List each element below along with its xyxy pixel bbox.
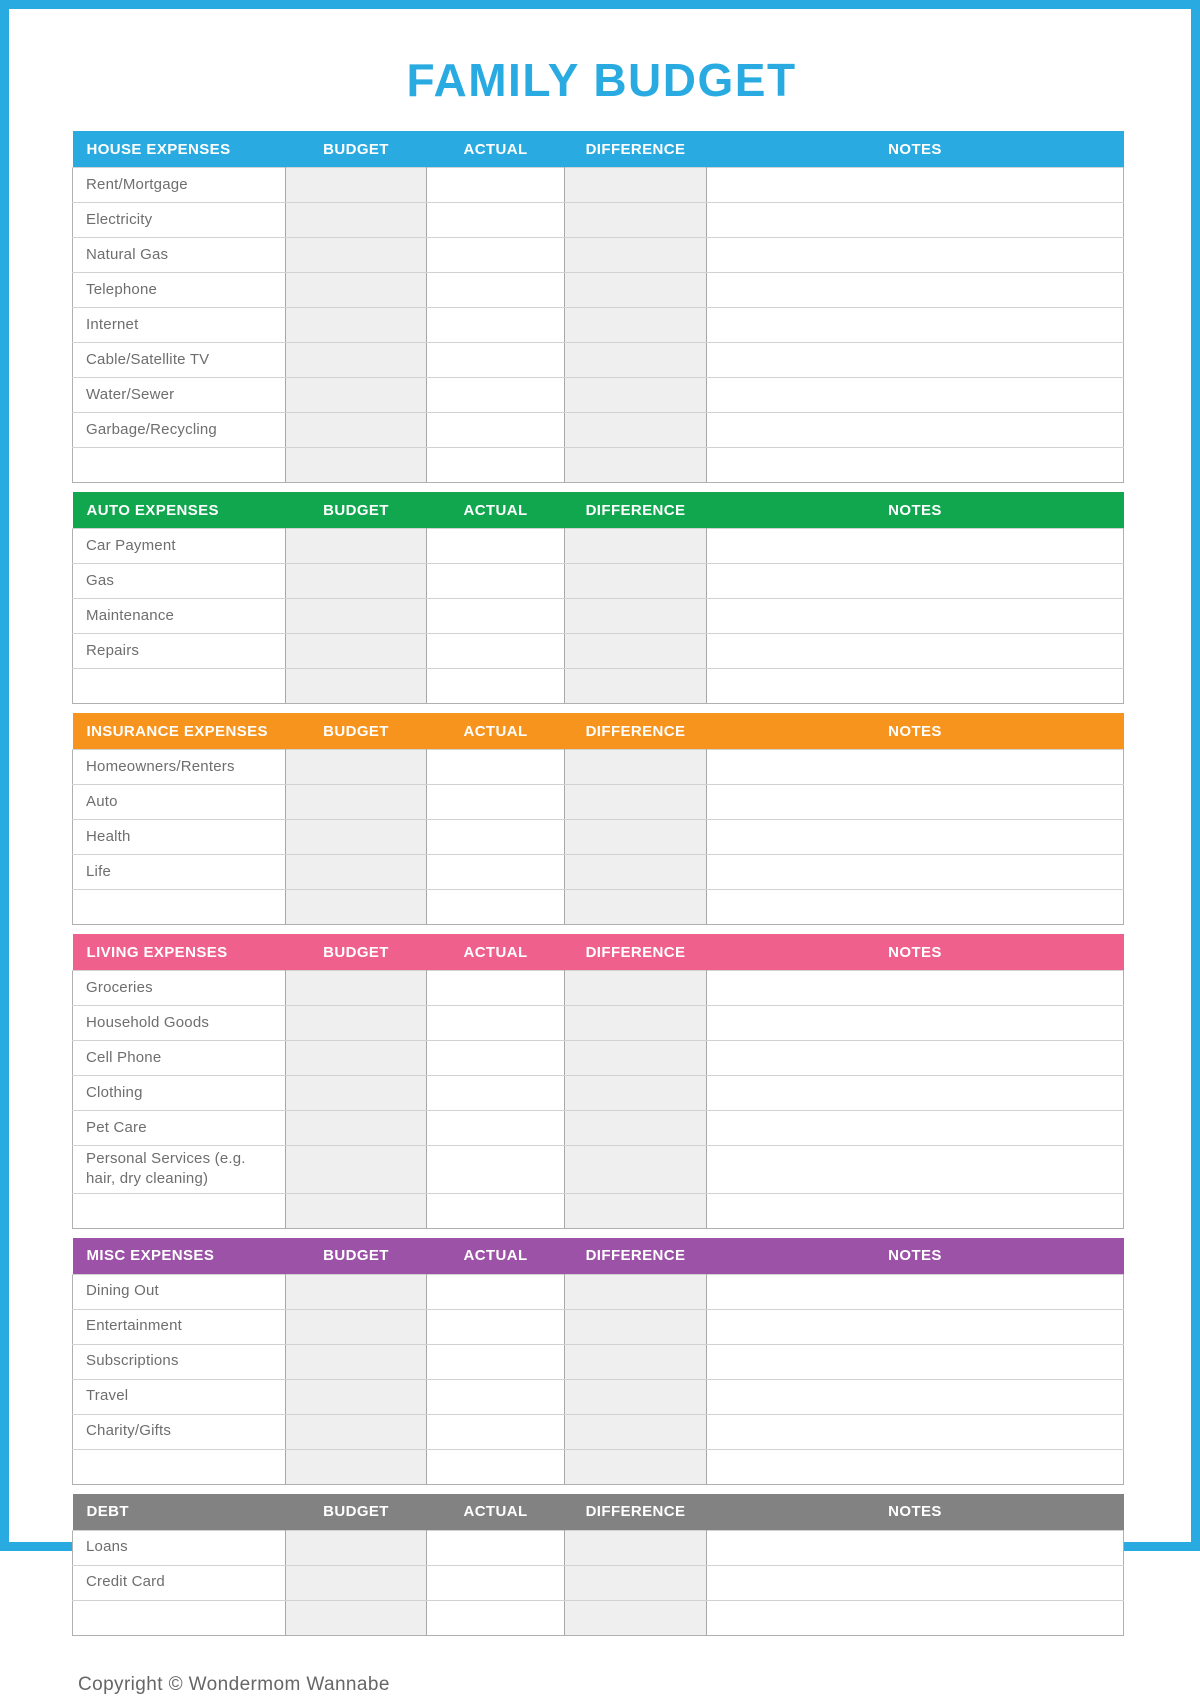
budget-section-table — [72, 713, 1124, 925]
difference-input-cell[interactable] — [565, 971, 707, 1006]
notes-input-cell[interactable] — [707, 820, 1124, 855]
difference-input-cell[interactable] — [565, 599, 707, 634]
notes-input-cell[interactable] — [707, 1414, 1124, 1449]
actual-input-cell[interactable] — [427, 413, 565, 448]
budget-input-cell[interactable] — [286, 1076, 427, 1111]
budget-input-cell[interactable] — [286, 599, 427, 634]
difference-input-cell[interactable] — [565, 855, 707, 890]
actual-input-cell[interactable] — [427, 273, 565, 308]
notes-input-cell[interactable] — [707, 1379, 1124, 1414]
row-label: Entertainment — [73, 1309, 286, 1344]
budget-input-cell[interactable] — [286, 343, 427, 378]
notes-input-cell[interactable] — [707, 785, 1124, 820]
column-header-notes: NOTES — [888, 1503, 942, 1520]
row-label: Health — [73, 820, 286, 855]
difference-input-cell[interactable] — [565, 785, 707, 820]
budget-input-cell[interactable] — [286, 1600, 427, 1635]
difference-input-cell[interactable] — [565, 1379, 707, 1414]
notes-input-cell[interactable] — [707, 1041, 1124, 1076]
table-row — [73, 1565, 1124, 1600]
copyright-text: Copyright © Wondermom Wannabe — [78, 1673, 390, 1695]
notes-input-cell[interactable] — [707, 1449, 1124, 1484]
notes-input-cell[interactable] — [707, 1565, 1124, 1600]
row-label: Travel — [73, 1379, 286, 1414]
difference-input-cell[interactable] — [565, 343, 707, 378]
budget-page — [9, 9, 1191, 1696]
actual-input-cell[interactable] — [427, 529, 565, 564]
column-header-budget: BUDGET — [323, 501, 389, 519]
section-header-row — [73, 1494, 1124, 1531]
column-header-difference: DIFFERENCE — [585, 722, 686, 740]
budget-input-cell[interactable] — [286, 750, 427, 785]
table-row — [73, 890, 1124, 925]
column-header-difference: DIFFERENCE — [585, 1247, 686, 1264]
budget-input-cell[interactable] — [286, 413, 427, 448]
budget-input-cell[interactable] — [286, 890, 427, 925]
notes-input-cell[interactable] — [707, 1111, 1124, 1146]
section-title: AUTO EXPENSES — [86, 501, 219, 519]
row-label: Groceries — [73, 971, 286, 1006]
row-label: Homeowners/Renters — [73, 750, 286, 785]
table-row — [73, 750, 1124, 785]
budget-input-cell[interactable] — [286, 1309, 427, 1344]
row-label: Natural Gas — [73, 238, 286, 273]
actual-input-cell[interactable] — [427, 1146, 565, 1194]
row-label — [73, 1600, 286, 1635]
actual-input-cell[interactable] — [427, 378, 565, 413]
row-label: Charity/Gifts — [73, 1414, 286, 1449]
notes-input-cell[interactable] — [707, 448, 1124, 483]
budget-input-cell[interactable] — [286, 1344, 427, 1379]
notes-input-cell[interactable] — [707, 378, 1124, 413]
column-header-budget: BUDGET — [323, 140, 389, 158]
difference-input-cell[interactable] — [565, 238, 707, 273]
page-title: FAMILY BUDGET — [406, 54, 797, 106]
budget-input-cell[interactable] — [286, 1449, 427, 1484]
budget-input-cell[interactable] — [286, 1111, 427, 1146]
table-row — [73, 971, 1124, 1006]
actual-input-cell[interactable] — [427, 820, 565, 855]
budget-input-cell[interactable] — [286, 238, 427, 273]
row-label — [73, 448, 286, 483]
row-label: Cell Phone — [73, 1041, 286, 1076]
actual-input-cell[interactable] — [427, 1309, 565, 1344]
budget-sections — [72, 131, 1123, 1636]
notes-input-cell[interactable] — [707, 669, 1124, 704]
column-header-notes: NOTES — [888, 1247, 942, 1264]
difference-input-cell[interactable] — [565, 750, 707, 785]
row-label: Clothing — [73, 1076, 286, 1111]
row-label: Dining Out — [73, 1274, 286, 1309]
table-row — [73, 1041, 1124, 1076]
notes-input-cell[interactable] — [707, 1146, 1124, 1194]
difference-input-cell[interactable] — [565, 308, 707, 343]
actual-input-cell[interactable] — [427, 1379, 565, 1414]
difference-input-cell[interactable] — [565, 1193, 707, 1228]
actual-input-cell[interactable] — [427, 1565, 565, 1600]
notes-input-cell[interactable] — [707, 634, 1124, 669]
row-label: Loans — [73, 1530, 286, 1565]
budget-input-cell[interactable] — [286, 1274, 427, 1309]
budget-input-cell[interactable] — [286, 168, 427, 203]
table-row — [73, 308, 1124, 343]
row-label: Credit Card — [73, 1565, 286, 1600]
difference-input-cell[interactable] — [565, 1076, 707, 1111]
table-row — [73, 203, 1124, 238]
actual-input-cell[interactable] — [427, 168, 565, 203]
table-row — [73, 785, 1124, 820]
budget-input-cell[interactable] — [286, 1379, 427, 1414]
row-label: Garbage/Recycling — [73, 413, 286, 448]
row-label: Gas — [73, 564, 286, 599]
budget-input-cell[interactable] — [286, 855, 427, 890]
budget-section-table — [72, 1494, 1124, 1636]
budget-input-cell[interactable] — [286, 529, 427, 564]
budget-input-cell[interactable] — [286, 564, 427, 599]
row-label: Life — [73, 855, 286, 890]
row-label: Auto — [73, 785, 286, 820]
row-label: Personal Services (e.g. hair, dry cleaning) — [73, 1146, 286, 1194]
table-row — [73, 448, 1124, 483]
section-header-row — [73, 713, 1124, 750]
budget-input-cell[interactable] — [286, 669, 427, 704]
row-label: Repairs — [73, 634, 286, 669]
difference-input-cell[interactable] — [565, 529, 707, 564]
notes-input-cell[interactable] — [707, 308, 1124, 343]
table-row — [73, 1600, 1124, 1635]
table-row — [73, 820, 1124, 855]
table-row — [73, 343, 1124, 378]
row-label: Pet Care — [73, 1111, 286, 1146]
difference-input-cell[interactable] — [565, 378, 707, 413]
notes-input-cell[interactable] — [707, 599, 1124, 634]
budget-section-table — [72, 131, 1124, 483]
column-header-actual: ACTUAL — [463, 1503, 528, 1520]
difference-input-cell[interactable] — [565, 669, 707, 704]
section-title: DEBT — [86, 1503, 129, 1520]
difference-input-cell[interactable] — [565, 1111, 707, 1146]
column-header-actual: ACTUAL — [463, 501, 528, 519]
budget-input-cell[interactable] — [286, 820, 427, 855]
actual-input-cell[interactable] — [427, 1449, 565, 1484]
actual-input-cell[interactable] — [427, 1041, 565, 1076]
row-label: Telephone — [73, 273, 286, 308]
table-row — [73, 855, 1124, 890]
row-label — [73, 1193, 286, 1228]
difference-input-cell[interactable] — [565, 820, 707, 855]
actual-input-cell[interactable] — [427, 343, 565, 378]
column-header-actual: ACTUAL — [463, 1247, 528, 1264]
actual-input-cell[interactable] — [427, 1193, 565, 1228]
row-label: Electricity — [73, 203, 286, 238]
actual-input-cell[interactable] — [427, 203, 565, 238]
column-header-actual: ACTUAL — [463, 140, 528, 158]
actual-input-cell[interactable] — [427, 1111, 565, 1146]
notes-input-cell[interactable] — [707, 971, 1124, 1006]
notes-input-cell[interactable] — [707, 1309, 1124, 1344]
table-row — [73, 564, 1124, 599]
row-label: Maintenance — [73, 599, 286, 634]
row-label — [73, 669, 286, 704]
difference-input-cell[interactable] — [565, 413, 707, 448]
row-label: Rent/Mortgage — [73, 168, 286, 203]
section-header-row — [73, 492, 1124, 529]
table-row — [73, 273, 1124, 308]
difference-input-cell[interactable] — [565, 890, 707, 925]
table-row — [73, 168, 1124, 203]
row-label: Internet — [73, 308, 286, 343]
budget-input-cell[interactable] — [286, 1146, 427, 1194]
row-label: Car Payment — [73, 529, 286, 564]
actual-input-cell[interactable] — [427, 971, 565, 1006]
budget-input-cell[interactable] — [286, 1006, 427, 1041]
row-label: Subscriptions — [73, 1344, 286, 1379]
actual-input-cell[interactable] — [427, 238, 565, 273]
notes-input-cell[interactable] — [707, 1193, 1124, 1228]
notes-input-cell[interactable] — [707, 203, 1124, 238]
budget-input-cell[interactable] — [286, 1193, 427, 1228]
actual-input-cell[interactable] — [427, 750, 565, 785]
difference-input-cell[interactable] — [565, 1274, 707, 1309]
table-row — [73, 529, 1124, 564]
row-label: Cable/Satellite TV — [73, 343, 286, 378]
section-title: INSURANCE EXPENSES — [86, 722, 268, 740]
difference-input-cell[interactable] — [565, 168, 707, 203]
column-header-budget: BUDGET — [323, 1503, 389, 1520]
budget-input-cell[interactable] — [286, 273, 427, 308]
section-header-row — [73, 131, 1124, 168]
table-row — [73, 1274, 1124, 1309]
table-row — [73, 1076, 1124, 1111]
actual-input-cell[interactable] — [427, 1344, 565, 1379]
budget-input-cell[interactable] — [286, 785, 427, 820]
table-row — [73, 413, 1124, 448]
notes-input-cell[interactable] — [707, 1344, 1124, 1379]
row-label: Water/Sewer — [73, 378, 286, 413]
actual-input-cell[interactable] — [427, 448, 565, 483]
actual-input-cell[interactable] — [427, 1006, 565, 1041]
table-row — [73, 1309, 1124, 1344]
actual-input-cell[interactable] — [427, 308, 565, 343]
actual-input-cell[interactable] — [427, 599, 565, 634]
row-label — [73, 1449, 286, 1484]
table-row — [73, 1111, 1124, 1146]
column-header-actual: ACTUAL — [463, 722, 528, 740]
difference-input-cell[interactable] — [565, 1006, 707, 1041]
section-title: HOUSE EXPENSES — [86, 140, 231, 158]
section-header-row — [73, 934, 1124, 971]
difference-input-cell[interactable] — [565, 634, 707, 669]
actual-input-cell[interactable] — [427, 634, 565, 669]
actual-input-cell[interactable] — [427, 1274, 565, 1309]
table-row — [73, 1530, 1124, 1565]
actual-input-cell[interactable] — [427, 669, 565, 704]
budget-section-table — [72, 934, 1124, 1229]
column-header-notes: NOTES — [888, 140, 942, 158]
notes-input-cell[interactable] — [707, 1530, 1124, 1565]
budget-input-cell[interactable] — [286, 971, 427, 1006]
actual-input-cell[interactable] — [427, 1076, 565, 1111]
section-title: LIVING EXPENSES — [86, 943, 228, 961]
budget-input-cell[interactable] — [286, 1041, 427, 1076]
budget-input-cell[interactable] — [286, 1530, 427, 1565]
difference-input-cell[interactable] — [565, 1414, 707, 1449]
column-header-budget: BUDGET — [323, 722, 389, 740]
notes-input-cell[interactable] — [707, 273, 1124, 308]
notes-input-cell[interactable] — [707, 1600, 1124, 1635]
notes-input-cell[interactable] — [707, 168, 1124, 203]
table-row — [73, 1146, 1124, 1194]
column-header-difference: DIFFERENCE — [585, 943, 686, 961]
column-header-notes: NOTES — [888, 943, 942, 961]
difference-input-cell[interactable] — [565, 1565, 707, 1600]
difference-input-cell[interactable] — [565, 1600, 707, 1635]
difference-input-cell[interactable] — [565, 203, 707, 238]
actual-input-cell[interactable] — [427, 890, 565, 925]
notes-input-cell[interactable] — [707, 890, 1124, 925]
budget-input-cell[interactable] — [286, 448, 427, 483]
table-row — [73, 634, 1124, 669]
table-row — [73, 238, 1124, 273]
budget-section-table — [72, 492, 1124, 704]
budget-input-cell[interactable] — [286, 203, 427, 238]
table-row — [73, 599, 1124, 634]
difference-input-cell[interactable] — [565, 1344, 707, 1379]
row-label — [73, 890, 286, 925]
budget-input-cell[interactable] — [286, 1565, 427, 1600]
notes-input-cell[interactable] — [707, 855, 1124, 890]
column-header-notes: NOTES — [888, 501, 942, 519]
table-row — [73, 669, 1124, 704]
column-header-actual: ACTUAL — [463, 943, 528, 961]
notes-input-cell[interactable] — [707, 564, 1124, 599]
column-header-difference: DIFFERENCE — [585, 501, 686, 519]
difference-input-cell[interactable] — [565, 1449, 707, 1484]
difference-input-cell[interactable] — [565, 564, 707, 599]
actual-input-cell[interactable] — [427, 564, 565, 599]
table-row — [73, 378, 1124, 413]
difference-input-cell[interactable] — [565, 1041, 707, 1076]
notes-input-cell[interactable] — [707, 238, 1124, 273]
column-header-difference: DIFFERENCE — [585, 140, 686, 158]
row-label: Household Goods — [73, 1006, 286, 1041]
actual-input-cell[interactable] — [427, 1600, 565, 1635]
notes-input-cell[interactable] — [707, 1274, 1124, 1309]
budget-input-cell[interactable] — [286, 634, 427, 669]
column-header-budget: BUDGET — [323, 1247, 389, 1264]
column-header-difference: DIFFERENCE — [585, 1503, 686, 1520]
notes-input-cell[interactable] — [707, 413, 1124, 448]
actual-input-cell[interactable] — [427, 1414, 565, 1449]
difference-input-cell[interactable] — [565, 1146, 707, 1194]
table-row — [73, 1379, 1124, 1414]
column-header-notes: NOTES — [888, 722, 942, 740]
notes-input-cell[interactable] — [707, 529, 1124, 564]
actual-input-cell[interactable] — [427, 1530, 565, 1565]
difference-input-cell[interactable] — [565, 448, 707, 483]
budget-input-cell[interactable] — [286, 1414, 427, 1449]
budget-input-cell[interactable] — [286, 308, 427, 343]
difference-input-cell[interactable] — [565, 1309, 707, 1344]
actual-input-cell[interactable] — [427, 855, 565, 890]
section-header-row — [73, 1238, 1124, 1275]
notes-input-cell[interactable] — [707, 343, 1124, 378]
table-row — [73, 1449, 1124, 1484]
notes-input-cell[interactable] — [707, 750, 1124, 785]
difference-input-cell[interactable] — [565, 273, 707, 308]
actual-input-cell[interactable] — [427, 785, 565, 820]
table-row — [73, 1193, 1124, 1228]
section-title: MISC EXPENSES — [86, 1247, 215, 1264]
table-row — [73, 1344, 1124, 1379]
budget-input-cell[interactable] — [286, 378, 427, 413]
budget-section-table — [72, 1238, 1124, 1485]
table-row — [73, 1414, 1124, 1449]
column-header-budget: BUDGET — [323, 943, 389, 961]
notes-input-cell[interactable] — [707, 1076, 1124, 1111]
difference-input-cell[interactable] — [565, 1530, 707, 1565]
table-row — [73, 1006, 1124, 1041]
notes-input-cell[interactable] — [707, 1006, 1124, 1041]
